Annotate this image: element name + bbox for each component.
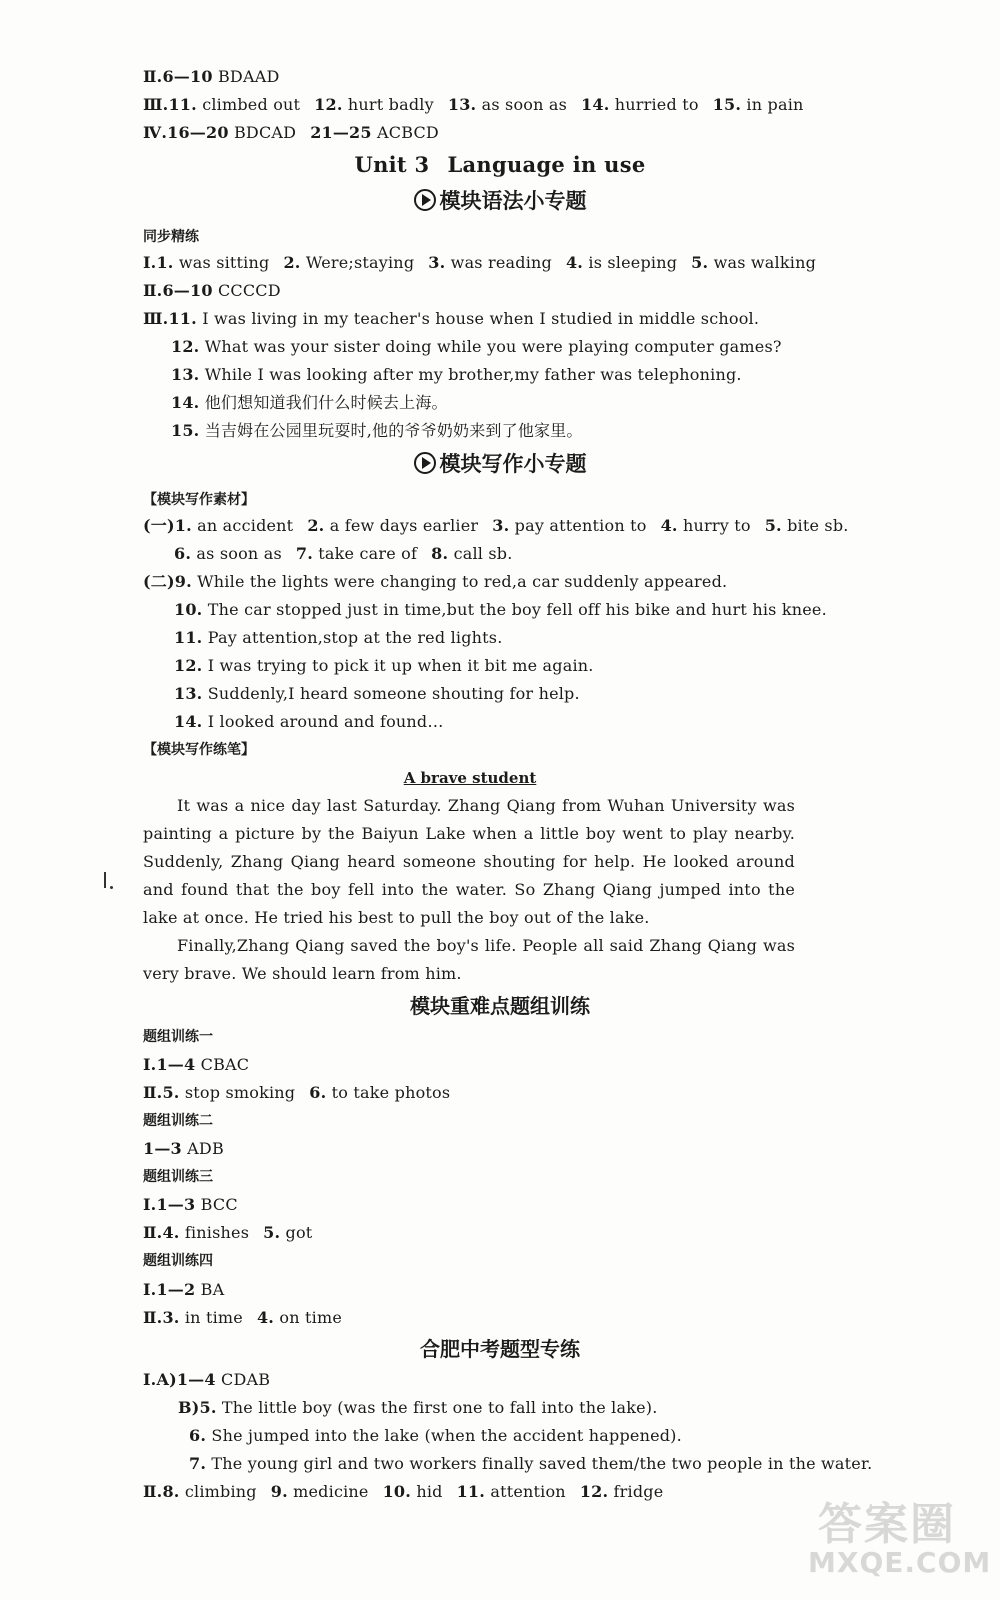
answer-text: CDAB: [221, 1370, 271, 1389]
answer-item: [178, 1398, 658, 1417]
answer-text: an accident: [197, 516, 294, 535]
watermark: [808, 1488, 992, 1588]
question-number: 15.: [712, 95, 742, 114]
answer-item: [143, 1195, 238, 1214]
answer-text: What was your sister doing while you were playing computer games?: [204, 337, 782, 356]
answer-text: on time: [279, 1308, 342, 1327]
answer-line: [143, 1195, 238, 1215]
answer-item: [309, 1083, 450, 1102]
answer-line: [143, 1083, 450, 1103]
answer-line: [171, 337, 782, 357]
answer-item: [174, 544, 282, 563]
answer-item: [143, 123, 296, 142]
answer-line: [143, 95, 804, 115]
group-label: 题组训练四: [143, 1253, 213, 1269]
answer-text: climbed out: [202, 95, 301, 114]
question-number: Ⅲ.11.: [143, 309, 197, 328]
answer-text: attention: [490, 1482, 566, 1501]
answer-line: [143, 309, 759, 329]
question-number: 2.: [307, 516, 325, 535]
answer-line: [171, 365, 742, 385]
answer-item: [310, 123, 439, 142]
question-number: 12.: [171, 337, 200, 356]
answer-item: [143, 281, 281, 300]
answer-text: hurt badly: [347, 95, 434, 114]
question-number: 6.: [189, 1426, 207, 1445]
question-number: 6.: [174, 544, 192, 563]
section-label: 【模块写作素材】: [143, 492, 255, 508]
answer-text: was walking: [713, 253, 817, 272]
answer-text: BCC: [200, 1195, 238, 1214]
answer-line: [143, 1055, 249, 1075]
answer-item: [143, 95, 300, 114]
arrow-circle-icon: [414, 189, 436, 211]
writing-heading-text: 模块写作小专题: [439, 452, 587, 476]
answer-text: pay attention to: [514, 516, 647, 535]
essay-paragraph: Finally,Zhang Qiang saved the boy's life. People all said Zhang Qiang was very brave. We should learn from him.: [143, 936, 795, 983]
section-label: 【模块写作练笔】: [143, 742, 255, 758]
question-number: Ⅱ.5.: [143, 1083, 180, 1102]
question-number: (一)1.: [143, 516, 192, 535]
answer-text: a few days earlier: [329, 516, 479, 535]
answer-text: in pain: [746, 95, 804, 114]
answer-text: I was trying to pick it up when it bit me again.: [207, 656, 594, 675]
answer-text: Suddenly,I heard someone shouting for help.: [207, 684, 580, 703]
answer-item: [143, 1308, 243, 1327]
answer-text: CBAC: [200, 1055, 250, 1074]
answer-item: [143, 309, 759, 328]
answer-text: CCCCD: [217, 281, 281, 300]
answer-item: [174, 684, 580, 703]
answer-item: [189, 1454, 872, 1473]
answer-line: [171, 393, 448, 413]
question-number: 14.: [174, 712, 203, 731]
answer-item: [713, 95, 804, 114]
question-number: Ⅱ.6—10: [143, 281, 213, 300]
answer-text: stop smoking: [184, 1083, 296, 1102]
answer-line: [143, 1370, 270, 1390]
answer-item: [143, 1223, 249, 1242]
question-number: Ⅱ.4.: [143, 1223, 180, 1242]
unit-title: Language in use: [447, 152, 646, 177]
answer-text: call sb.: [453, 544, 513, 563]
answer-item: [271, 1482, 369, 1501]
answer-item: [383, 1482, 443, 1501]
answer-text: got: [285, 1223, 313, 1242]
question-number: Ⅰ.1—2: [143, 1280, 196, 1299]
drill-heading: 模块重难点题组训练: [410, 994, 590, 1018]
question-number: 1—3: [143, 1139, 182, 1158]
answer-item: [174, 628, 503, 647]
question-number: 5.: [691, 253, 709, 272]
answer-item: [307, 516, 478, 535]
question-number: 8.: [431, 544, 449, 563]
answer-line: [171, 421, 583, 441]
answer-text: I was living in my teacher's house when I studied in middle school.: [202, 309, 760, 328]
answer-text: The car stopped just in time,but the boy fell off his bike and hurt his knee.: [207, 600, 827, 619]
question-number: Ⅲ.11.: [143, 95, 197, 114]
answer-text: Were;staying: [305, 253, 415, 272]
answer-line: [174, 684, 580, 704]
answer-text: was reading: [450, 253, 552, 272]
group-label: 题组训练三: [143, 1169, 213, 1185]
answer-text: bite sb.: [787, 516, 849, 535]
question-number: 9.: [270, 1482, 288, 1501]
grammar-heading: [0, 188, 1000, 214]
writing-heading: [0, 451, 1000, 477]
essay-title: A brave student: [403, 769, 537, 787]
question-number: Ⅱ.6—10: [143, 67, 213, 86]
essay-paragraph: It was a nice day last Saturday. Zhang Qiang from Wuhan University was painting a picture by the Baiyun Lake when a little boy went to play nearby. Suddenly, Zhang Qiang heard someone shouting for help. He looked around and found that the boy fell into the water. So Zhang Qiang jumped into the lake at once. He tried his best to pull the boy out of the lake.: [143, 796, 795, 927]
question-number: 12.: [314, 95, 343, 114]
answer-item: [296, 544, 417, 563]
unit-number: Unit 3: [354, 152, 430, 177]
question-number: 7.: [295, 544, 313, 563]
answer-text: climbing: [184, 1482, 257, 1501]
answer-line: [143, 1308, 342, 1328]
answer-item: [174, 712, 444, 731]
answer-item: [143, 1055, 249, 1074]
group-label: 题组训练一: [143, 1029, 213, 1045]
answer-line: [143, 123, 439, 143]
answer-text: The young girl and two workers finally saved them/the two people in the water.: [211, 1454, 873, 1473]
answer-line: [143, 572, 727, 592]
answer-item: [314, 95, 434, 114]
answer-item: [171, 393, 448, 412]
question-number: 6.: [309, 1083, 327, 1102]
answer-item: [143, 67, 279, 86]
question-number: Ⅱ.3.: [143, 1308, 180, 1327]
question-number: 12.: [579, 1482, 609, 1501]
answer-line: [174, 656, 594, 676]
answer-text: BDAAD: [217, 67, 280, 86]
margin-dot: [110, 886, 113, 889]
answer-item: [448, 95, 567, 114]
answer-text: BA: [200, 1280, 225, 1299]
answer-line: [174, 544, 513, 564]
answer-text: ADB: [187, 1139, 224, 1158]
answer-item: [566, 253, 677, 272]
answer-item: [263, 1223, 312, 1242]
answer-text: 当吉姆在公园里玩耍时,他的爷爷奶奶来到了他家里。: [204, 421, 583, 440]
answer-line: [189, 1426, 682, 1446]
question-number: 10.: [382, 1482, 412, 1501]
answer-text: While the lights were changing to red,a car suddenly appeared.: [197, 572, 728, 591]
question-number: 4.: [565, 253, 584, 272]
answer-item: [661, 516, 751, 535]
answer-text: was sitting: [178, 253, 270, 272]
section-label: 同步精练: [143, 229, 199, 245]
answer-line: [174, 712, 444, 732]
question-number: 12.: [174, 656, 203, 675]
answer-text: hid: [416, 1482, 443, 1501]
answer-item: [283, 253, 414, 272]
question-number: 10.: [174, 600, 203, 619]
unit-heading: [0, 152, 1000, 178]
answer-text: BDCAD: [233, 123, 297, 142]
answer-text: medicine: [293, 1482, 369, 1501]
question-number: B)5.: [178, 1398, 217, 1417]
answer-text: is sleeping: [588, 253, 678, 272]
answer-line: [174, 628, 503, 648]
answer-text: While I was looking after my brother,my father was telephoning.: [204, 365, 742, 384]
question-number: Ⅰ.1—3: [143, 1195, 196, 1214]
answer-text: I looked around and found…: [207, 712, 444, 731]
question-number: Ⅰ.1—4: [143, 1055, 196, 1074]
question-number: (二)9.: [143, 572, 192, 591]
answer-text: take care of: [318, 544, 418, 563]
question-number: 14.: [581, 95, 610, 114]
question-number: 11.: [174, 628, 203, 647]
margin-mark: [104, 872, 106, 888]
answer-text: to take photos: [331, 1083, 451, 1102]
question-number: 4.: [660, 516, 678, 535]
answer-line: [143, 1139, 224, 1159]
answer-line: [174, 600, 827, 620]
question-number: Ⅰ.A)1—4: [143, 1370, 216, 1389]
question-number: 11.: [456, 1482, 486, 1501]
question-number: 2.: [283, 253, 301, 272]
answer-text: 他们想知道我们什么时候去上海。: [204, 393, 448, 412]
answer-item: [581, 95, 699, 114]
question-number: Ⅳ.16—20: [143, 123, 229, 142]
answer-line: [143, 1482, 663, 1502]
exam-heading: 合肥中考题型专练: [420, 1337, 580, 1361]
answer-item: [171, 421, 583, 440]
answer-item: [174, 600, 827, 619]
answer-text: in time: [184, 1308, 243, 1327]
answer-item: [428, 253, 552, 272]
grammar-heading-text: 模块语法小专题: [439, 189, 587, 213]
answer-item: [257, 1308, 342, 1327]
question-number: 3.: [492, 516, 510, 535]
answer-item: [143, 516, 293, 535]
answer-item: [580, 1482, 664, 1501]
answer-text: fridge: [613, 1482, 664, 1501]
arrow-circle-icon: [414, 452, 436, 474]
answer-item: [143, 572, 727, 591]
question-number: 7.: [189, 1454, 207, 1473]
question-number: 13.: [171, 365, 200, 384]
question-number: 5.: [263, 1223, 281, 1242]
answer-item: [765, 516, 849, 535]
answer-line: [143, 1280, 224, 1300]
answer-item: [492, 516, 646, 535]
answer-text: as soon as: [196, 544, 282, 563]
answer-line: [143, 1223, 312, 1243]
answer-text: ACBCD: [377, 123, 439, 142]
answer-item: [143, 1370, 270, 1389]
answer-line: [143, 67, 279, 87]
answer-item: [457, 1482, 566, 1501]
answer-text: The little boy (was the first one to fall into the lake).: [221, 1398, 658, 1417]
answer-text: hurried to: [614, 95, 699, 114]
answer-item: [189, 1426, 682, 1445]
question-number: Ⅱ.8.: [143, 1482, 180, 1501]
question-number: 14.: [171, 393, 200, 412]
question-number: 4.: [256, 1308, 275, 1327]
answer-line: [189, 1454, 872, 1474]
answer-line: [143, 281, 281, 301]
answer-item: [143, 1083, 295, 1102]
question-number: 13.: [447, 95, 477, 114]
watermark-logo-text: 答案圈: [818, 1499, 956, 1550]
answer-item: [143, 1482, 257, 1501]
question-number: Ⅰ.1.: [143, 253, 174, 272]
answer-text: as soon as: [481, 95, 568, 114]
answer-text: finishes: [184, 1223, 250, 1242]
answer-item: [143, 253, 269, 272]
answer-line: [143, 253, 816, 273]
answer-text: Pay attention,stop at the red lights.: [207, 628, 503, 647]
group-label: 题组训练二: [143, 1113, 213, 1129]
answer-text: hurry to: [682, 516, 751, 535]
question-number: 3.: [428, 253, 446, 272]
question-number: 15.: [171, 421, 200, 440]
answer-text: She jumped into the lake (when the accident happened).: [211, 1426, 682, 1445]
answer-item: [691, 253, 816, 272]
answer-item: [171, 365, 742, 384]
question-number: 21—25: [310, 123, 372, 142]
answer-item: [143, 1139, 224, 1158]
answer-item: [174, 656, 594, 675]
watermark-url: MXQE.COM: [808, 1546, 992, 1579]
question-number: 13.: [174, 684, 203, 703]
answer-item: [431, 544, 512, 563]
answer-line: [178, 1398, 658, 1418]
question-number: 5.: [764, 516, 782, 535]
answer-item: [171, 337, 782, 356]
answer-item: [143, 1280, 224, 1299]
answer-line: [143, 516, 849, 536]
